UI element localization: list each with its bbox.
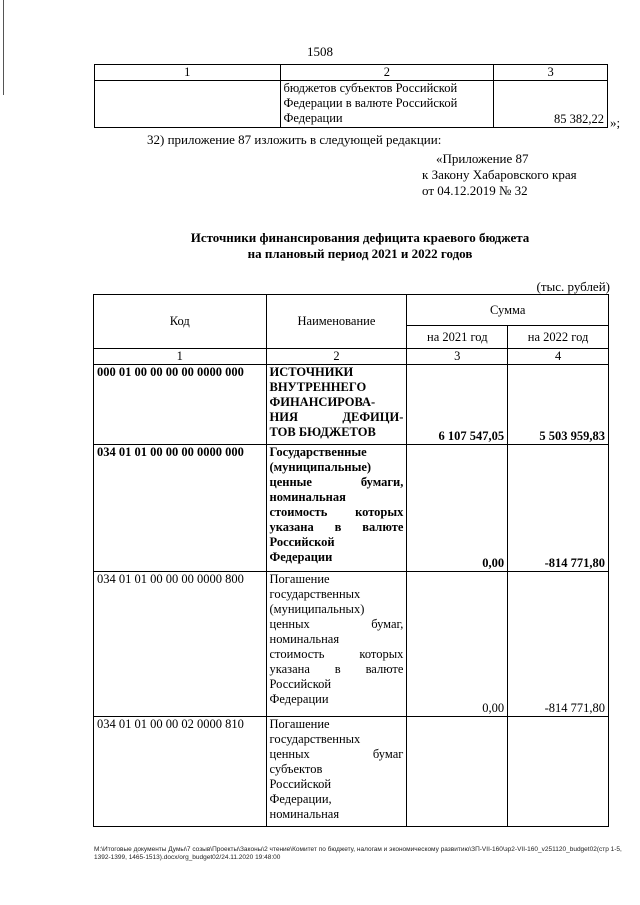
name-line: Погашение xyxy=(269,717,330,731)
appendix-line-2: к Закону Хабаровского края xyxy=(422,167,577,182)
header-name: Наименование xyxy=(266,295,407,349)
name-line: номинальная xyxy=(269,632,340,646)
name-line: Федерации xyxy=(269,692,329,706)
name-line: ценных бумаг, xyxy=(269,617,404,631)
name-line: ФИНАНСИРОВА- xyxy=(269,395,376,409)
name-line: указана в валюте xyxy=(269,520,404,534)
row-value-2021 xyxy=(407,717,508,827)
row-name xyxy=(266,572,407,717)
name-line: государственных xyxy=(269,587,361,601)
table-row xyxy=(94,445,609,572)
row-code: 034 01 01 00 00 00 0000 800 xyxy=(94,572,267,717)
table-row xyxy=(94,365,609,445)
name-line: Российской xyxy=(269,535,335,549)
name-line: Федерации xyxy=(269,550,333,564)
cell-amount: 85 382,22 xyxy=(494,81,608,128)
name-line: ценных бумаг xyxy=(269,747,404,761)
header-code: Код xyxy=(94,295,267,349)
name-line: стоимость которых xyxy=(269,647,404,661)
name-line: номинальная xyxy=(269,807,340,821)
row-value-2022: 5 503 959,83 xyxy=(508,365,609,445)
name-line: ценные бумаги, xyxy=(269,475,404,489)
colnum-2: 2 xyxy=(266,349,407,365)
name-line: (муниципальных) xyxy=(269,602,365,616)
name-line: бюджетов субъектов Российской xyxy=(283,81,458,95)
title-line-2: на плановый период 2021 и 2022 годов xyxy=(247,246,473,261)
title-line-1: Источники финансирования дефицита краевого бюджета xyxy=(190,230,530,245)
colnum-3: 3 xyxy=(407,349,508,365)
name-line: ИСТОЧНИКИ xyxy=(269,365,354,379)
row-name xyxy=(266,365,407,445)
units-label: (тыс. рублей) xyxy=(536,279,610,294)
name-line: Российской xyxy=(269,777,332,791)
row-value-2021: 0,00 xyxy=(407,445,508,572)
table-row xyxy=(94,572,609,717)
continued-table xyxy=(94,64,608,128)
sources-table xyxy=(93,294,609,827)
name-line: Российской xyxy=(269,677,332,691)
name-line: Федерации xyxy=(283,111,343,125)
cell-code xyxy=(95,81,281,128)
row-code: 000 01 00 00 00 00 0000 000 xyxy=(94,365,267,445)
name-line: Погашение xyxy=(269,572,330,586)
appendix-line-1: «Приложение 87 xyxy=(436,151,529,166)
name-line: Федерации в валюте Российской xyxy=(283,96,458,110)
name-line: номинальная xyxy=(269,490,346,504)
name-line: НИЯ ДЕФИЦИ- xyxy=(269,410,404,424)
row-name xyxy=(266,445,407,572)
name-line: Государственные xyxy=(269,445,367,459)
row-value-2022: -814 771,80 xyxy=(508,572,609,717)
name-line: ТОВ БЮДЖЕТОВ xyxy=(269,425,376,439)
col-header-2: 2 xyxy=(280,65,494,81)
row-code: 034 01 01 00 00 02 0000 810 xyxy=(94,717,267,827)
col-header-1: 1 xyxy=(95,65,281,81)
appendix-line-3: от 04.12.2019 № 32 xyxy=(422,183,528,198)
row-value-2022: -814 771,80 xyxy=(508,445,609,572)
name-line: ВНУТРЕННЕГО xyxy=(269,380,367,394)
cell-name xyxy=(280,81,494,128)
closing-quote: »; xyxy=(610,115,621,130)
name-line: стоимость которых xyxy=(269,505,404,519)
row-value-2021: 0,00 xyxy=(407,572,508,717)
header-2021: на 2021 год xyxy=(407,326,508,349)
instruction-text: 32) приложение 87 изложить в следующей редакции: xyxy=(147,132,442,147)
row-value-2022 xyxy=(508,717,609,827)
col-header-3: 3 xyxy=(494,65,608,81)
row-name xyxy=(266,717,407,827)
header-sum: Сумма xyxy=(407,295,609,326)
name-line: указана в валюте xyxy=(269,662,404,676)
row-code: 034 01 01 00 00 00 0000 000 xyxy=(94,445,267,572)
name-line: субъектов xyxy=(269,762,323,776)
header-2022: на 2022 год xyxy=(508,326,609,349)
name-line: государственных xyxy=(269,732,361,746)
colnum-1: 1 xyxy=(94,349,267,365)
file-path-footer: M:\Итоговые документы Думы\7 созыв\Проекты\Законы\2 чтение\Комитет по бюджету, налогам и экономическому развитию\ЗП-VII-160\зр2-VII-160_v251120_budget02(стр 1-5, 1392-1399, 1465-1513).docx/org_budget02/24.11.2020 19:48:00 xyxy=(94,846,622,861)
name-line: (муниципальные) xyxy=(269,460,372,474)
colnum-4: 4 xyxy=(508,349,609,365)
table-row xyxy=(94,717,609,827)
row-value-2021: 6 107 547,05 xyxy=(407,365,508,445)
name-line: Федерации, xyxy=(269,792,332,806)
page-number: 1508 xyxy=(307,44,333,59)
